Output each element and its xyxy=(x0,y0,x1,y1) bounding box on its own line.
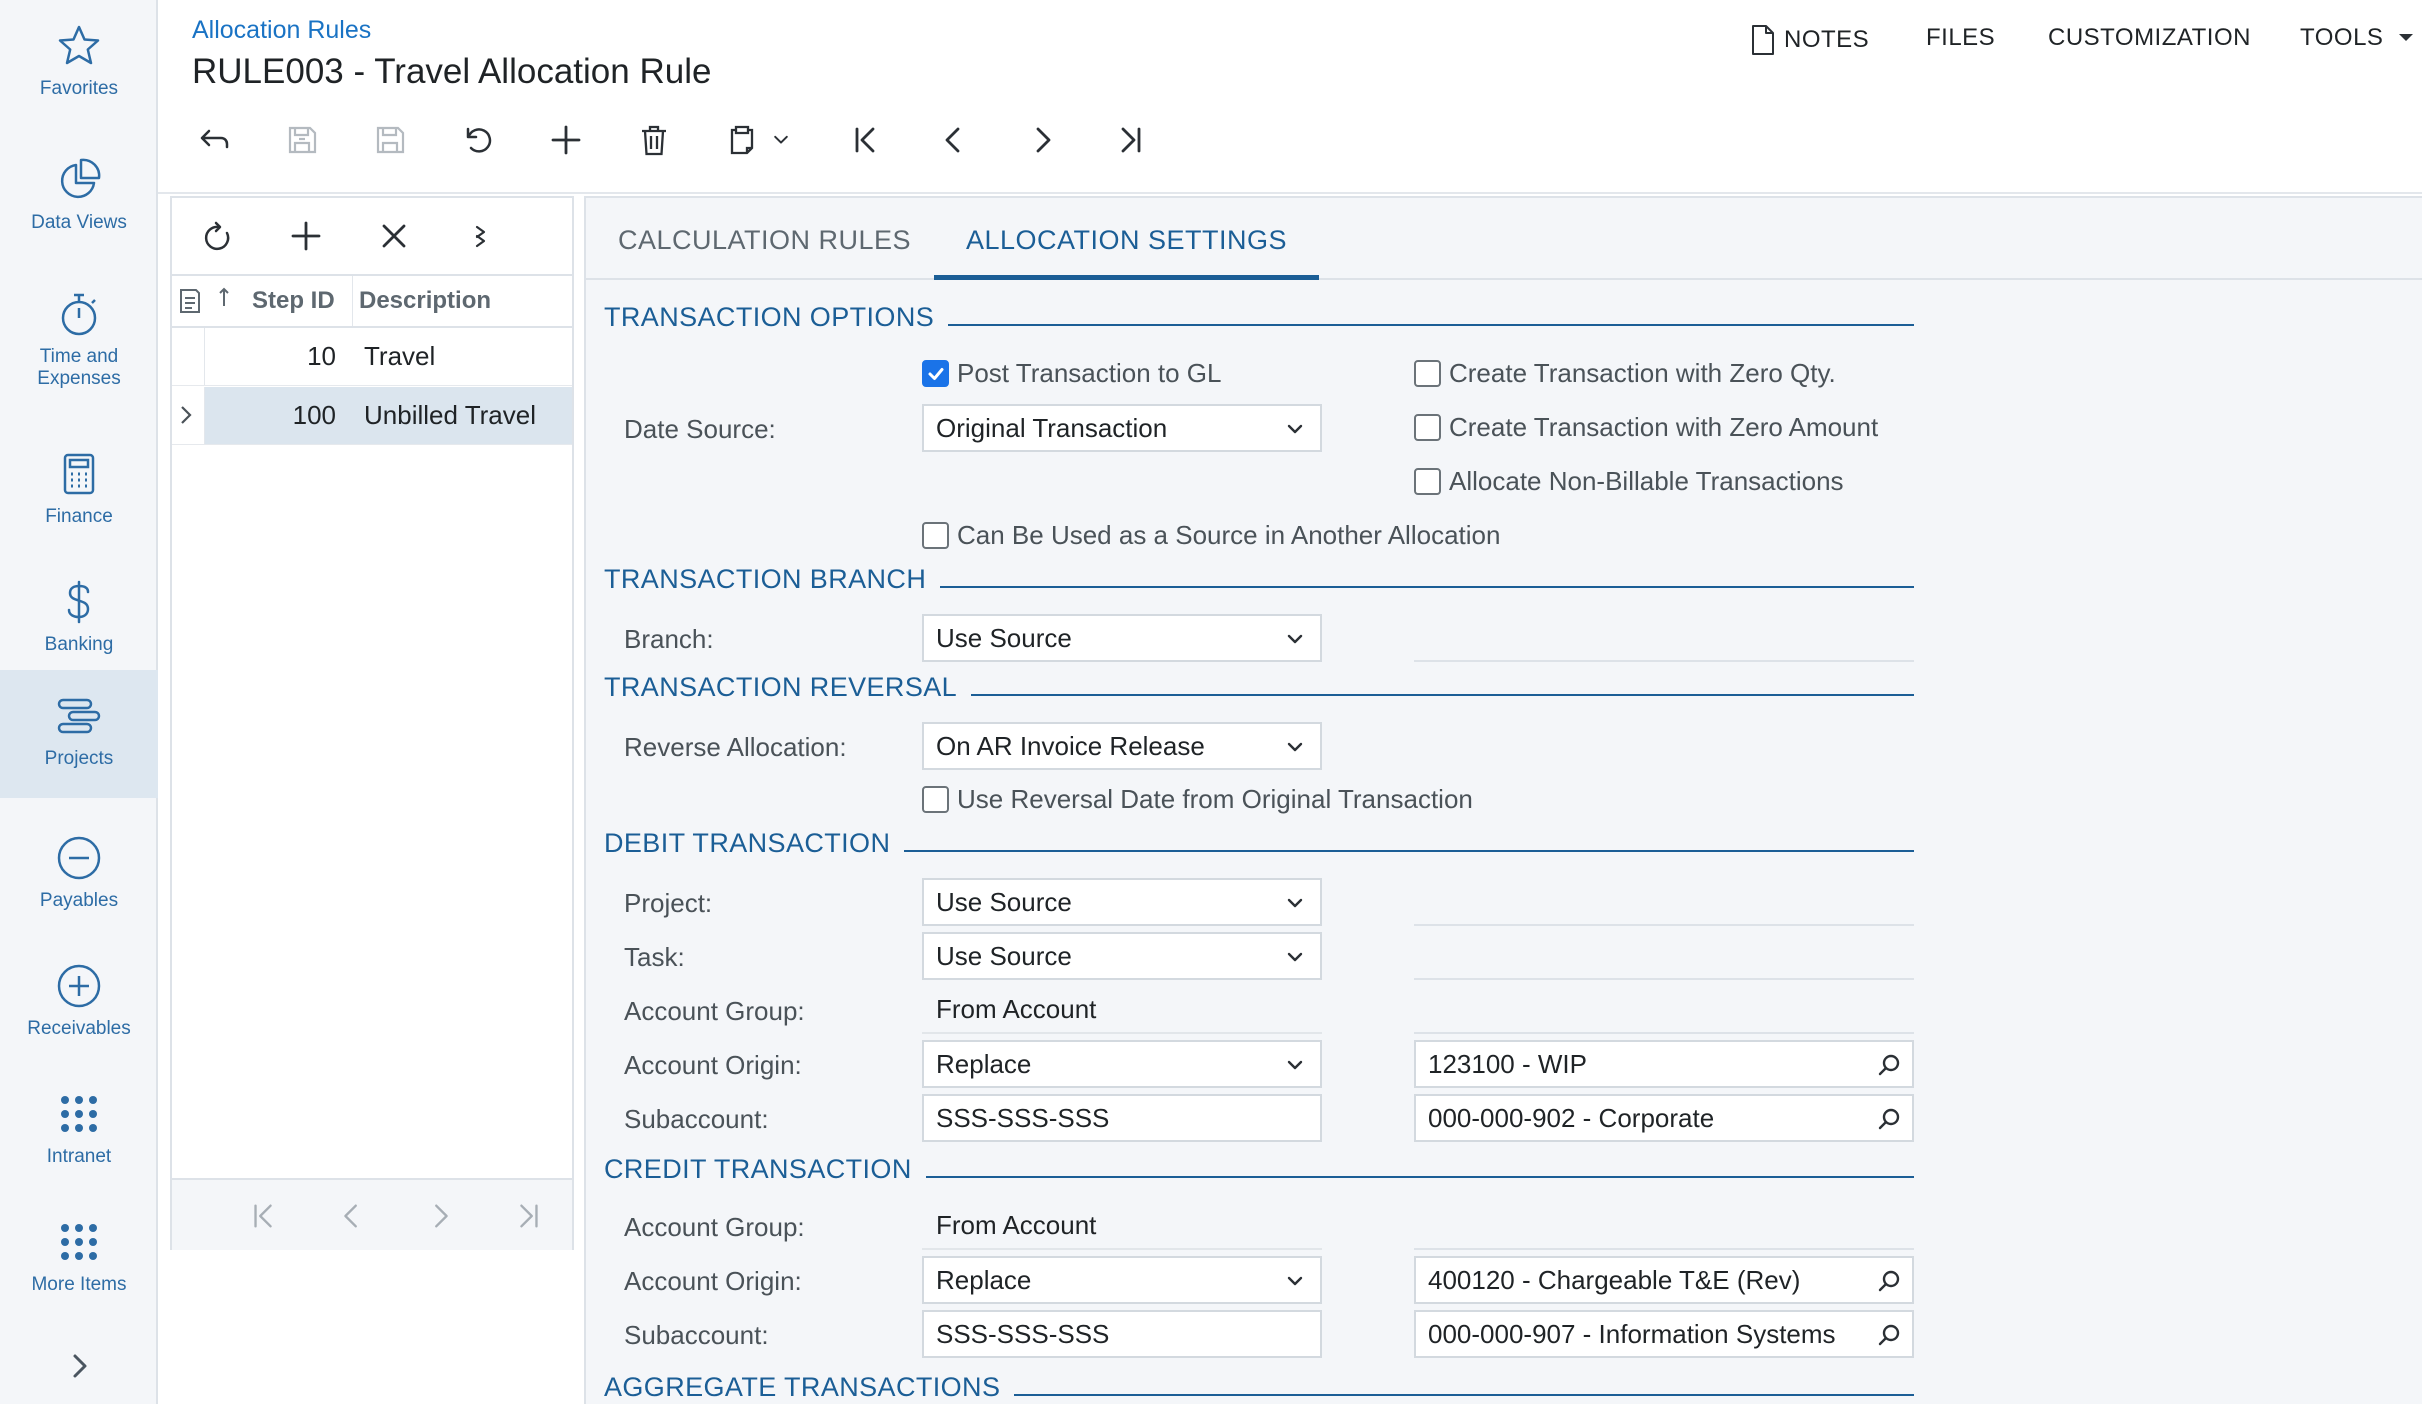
credit-subaccount-mask-input[interactable]: SSS-SSS-SSS xyxy=(922,1310,1322,1358)
lookup-value: 123100 - WIP xyxy=(1428,1049,1587,1079)
rail-label: Favorites xyxy=(39,78,119,99)
first-record-button[interactable] xyxy=(842,116,890,164)
customization-label: CUSTOMIZATION xyxy=(2048,24,2251,51)
rail-label: More Items xyxy=(31,1274,127,1295)
zero-qty-checkbox[interactable] xyxy=(1414,358,1836,389)
close-icon xyxy=(377,219,411,253)
rail-label: Intranet xyxy=(46,1146,112,1167)
credit-account-lookup[interactable] xyxy=(1414,1256,1914,1304)
cell-description: Unbilled Travel xyxy=(354,387,572,444)
date-source-label: Date Source: xyxy=(624,414,776,444)
dots-grid-icon xyxy=(55,1218,103,1266)
copy-paste-dropdown[interactable] xyxy=(766,116,796,164)
plus-icon xyxy=(549,123,583,157)
credit-subaccount-lookup[interactable] xyxy=(1414,1310,1914,1358)
debit-task-empty-field xyxy=(1414,978,1914,980)
chevron-down-icon xyxy=(1286,420,1304,438)
select-value: On AR Invoice Release xyxy=(936,731,1205,761)
rail-item-data-views[interactable] xyxy=(0,134,158,262)
chevron-down-icon xyxy=(1286,1056,1304,1074)
select-value: Replace xyxy=(936,1049,1032,1079)
section-transaction-branch: TRANSACTION BRANCH xyxy=(604,564,940,595)
page-title: RULE003 - Travel Allocation Rule xyxy=(192,52,712,91)
rail-label: Data Views xyxy=(31,212,127,233)
rail-item-projects[interactable] xyxy=(0,670,158,798)
debit-account-origin-label: Account Origin: xyxy=(624,1050,802,1080)
row-selected-chevron-icon xyxy=(178,403,194,427)
chevron-down-icon xyxy=(1286,1272,1304,1290)
chevron-left-icon xyxy=(336,1200,368,1232)
delete-button[interactable] xyxy=(630,116,678,164)
dots-grid-icon xyxy=(55,1090,103,1138)
checkbox-label: Create Transaction with Zero Qty. xyxy=(1449,358,1836,388)
add-new-button[interactable] xyxy=(542,116,590,164)
lookup-value: 400120 - Chargeable T&E (Rev) xyxy=(1428,1265,1801,1295)
column-header-description[interactable]: Description xyxy=(352,276,491,326)
save-close-button[interactable] xyxy=(278,116,326,164)
grid-previous-page-button[interactable] xyxy=(330,1194,374,1238)
rail-label: Banking xyxy=(44,634,114,655)
debit-account-group-label: Account Group: xyxy=(624,996,805,1026)
notes-column-icon xyxy=(178,288,202,314)
cell-description: Travel xyxy=(364,341,436,371)
checkbox-box xyxy=(1414,414,1441,441)
document-icon xyxy=(1750,24,1776,56)
credit-account-group-empty-field xyxy=(1414,1248,1914,1250)
pie-chart-icon xyxy=(55,156,103,204)
select-value: Use Source xyxy=(936,941,1072,971)
chevron-down-icon xyxy=(770,129,792,151)
left-nav-rail xyxy=(0,0,158,1404)
notes-label: NOTES xyxy=(1784,26,1870,53)
cell-step-id: 100 xyxy=(204,387,354,444)
rail-item-finance[interactable] xyxy=(0,428,158,556)
search-icon[interactable] xyxy=(1876,1052,1902,1078)
chevron-right-icon xyxy=(424,1200,456,1232)
double-chevron-icon xyxy=(465,219,499,253)
rail-label: Time and Expenses xyxy=(37,346,121,389)
search-icon[interactable] xyxy=(1876,1322,1902,1348)
header-divider xyxy=(158,192,2422,194)
rail-item-time-and-expenses[interactable] xyxy=(0,268,158,396)
cancel-button[interactable] xyxy=(454,116,502,164)
search-icon[interactable] xyxy=(1876,1106,1902,1132)
lookup-value: 000-000-907 - Information Systems xyxy=(1428,1319,1836,1349)
checkbox-label: Use Reversal Date from Original Transaction xyxy=(957,784,1473,814)
first-icon xyxy=(849,123,883,157)
trash-icon xyxy=(637,123,671,157)
save-button[interactable] xyxy=(366,116,414,164)
debit-account-lookup[interactable] xyxy=(1414,1040,1914,1088)
star-icon xyxy=(55,22,103,70)
clipboard-icon xyxy=(725,123,759,157)
blank-area xyxy=(158,1252,584,1404)
chevron-down-icon xyxy=(1286,948,1304,966)
debit-subaccount-label: Subaccount: xyxy=(624,1104,769,1134)
credit-account-group-value: From Account xyxy=(922,1202,1322,1250)
previous-record-button[interactable] xyxy=(930,116,978,164)
debit-account-group-value: From Account xyxy=(922,986,1322,1034)
back-button[interactable] xyxy=(190,116,238,164)
debit-task-label: Task: xyxy=(624,942,685,972)
grid-toolbar xyxy=(172,198,572,276)
debit-task-select[interactable] xyxy=(922,932,1322,980)
grid-first-page-button[interactable] xyxy=(242,1194,286,1238)
notes-button[interactable] xyxy=(1750,24,1869,56)
checkbox-box xyxy=(1414,360,1441,387)
debit-project-label: Project: xyxy=(624,888,713,918)
tab-allocation-settings[interactable]: ALLOCATION SETTINGS xyxy=(934,198,1319,280)
check-icon xyxy=(926,364,946,384)
select-value: Use Source xyxy=(936,623,1072,653)
checkbox-label: Can Be Used as a Source in Another Allocation xyxy=(957,520,1501,550)
reverse-allocation-select[interactable] xyxy=(922,722,1322,770)
checkbox-label: Allocate Non-Billable Transactions xyxy=(1449,466,1844,496)
zero-amount-checkbox[interactable] xyxy=(1414,412,1878,443)
tab-calculation-rules[interactable]: CALCULATION RULES xyxy=(618,225,912,255)
plus-icon xyxy=(289,219,323,253)
save-icon xyxy=(373,123,407,157)
section-transaction-options: TRANSACTION OPTIONS xyxy=(604,302,948,333)
steps-grid xyxy=(170,196,574,1250)
last-icon xyxy=(512,1200,544,1232)
chevron-down-icon xyxy=(1286,738,1304,756)
tools-label: TOOLS xyxy=(2300,24,2384,51)
checkbox-label: Post Transaction to GL xyxy=(957,358,1222,388)
checkbox-box xyxy=(922,786,949,813)
chevron-right-icon[interactable] xyxy=(62,1348,98,1384)
debit-subaccount-mask-input[interactable]: SSS-SSS-SSS xyxy=(922,1094,1322,1142)
minus-circle-icon xyxy=(55,834,103,882)
cell-step-id: 10 xyxy=(204,328,354,385)
table-row[interactable] xyxy=(172,328,572,386)
plus-circle-icon xyxy=(55,962,103,1010)
checkbox-box xyxy=(1414,468,1441,495)
stopwatch-icon xyxy=(55,290,103,338)
grid-header xyxy=(172,276,572,328)
tab-bar xyxy=(586,198,2422,280)
grid-pager xyxy=(172,1178,572,1250)
save-close-icon xyxy=(285,123,319,157)
rail-item-intranet[interactable] xyxy=(0,1068,158,1196)
copy-paste-button[interactable] xyxy=(718,116,766,164)
debit-account-origin-select[interactable] xyxy=(922,1040,1322,1088)
select-value: Replace xyxy=(936,1265,1032,1295)
caret-down-icon xyxy=(2397,32,2415,44)
section-aggregate-transactions: AGGREGATE TRANSACTIONS xyxy=(604,1372,1014,1403)
rail-item-payables[interactable] xyxy=(0,812,158,940)
date-source-select[interactable] xyxy=(922,404,1322,452)
last-icon xyxy=(1113,123,1147,157)
first-icon xyxy=(248,1200,280,1232)
credit-account-origin-select[interactable] xyxy=(922,1256,1322,1304)
rail-label: Payables xyxy=(39,890,119,911)
post-to-gl-checkbox[interactable] xyxy=(922,358,1221,389)
section-credit-transaction: CREDIT TRANSACTION xyxy=(604,1154,926,1185)
chevron-left-icon xyxy=(937,123,971,157)
undo-arrow-icon xyxy=(197,123,231,157)
grid-last-page-button[interactable] xyxy=(506,1194,550,1238)
last-record-button[interactable] xyxy=(1106,116,1154,164)
reverse-allocation-label: Reverse Allocation: xyxy=(624,732,847,762)
chevron-down-icon xyxy=(1286,894,1304,912)
rail-item-more-items[interactable] xyxy=(0,1196,158,1324)
rail-label: Receivables xyxy=(27,1018,131,1039)
refresh-ccw-icon xyxy=(461,123,495,157)
select-value: Original Transaction xyxy=(936,413,1168,443)
rail-item-banking[interactable] xyxy=(0,556,158,684)
grid-next-page-button[interactable] xyxy=(418,1194,462,1238)
next-record-button[interactable] xyxy=(1018,116,1066,164)
grid-add-row-button[interactable] xyxy=(284,214,328,258)
source-in-another-checkbox[interactable] xyxy=(922,520,1500,551)
credit-account-origin-label: Account Origin: xyxy=(624,1266,802,1296)
chevron-right-icon xyxy=(1025,123,1059,157)
debit-account-group-empty-field xyxy=(1414,1032,1914,1034)
allocation-form xyxy=(584,196,2422,1404)
chevron-down-icon xyxy=(1286,630,1304,648)
projects-icon xyxy=(55,692,103,740)
table-row[interactable] xyxy=(172,387,572,445)
rail-label: Projects xyxy=(44,748,114,769)
lookup-value: 000-000-902 - Corporate xyxy=(1428,1103,1715,1133)
search-icon[interactable] xyxy=(1876,1268,1902,1294)
checkbox-box xyxy=(922,522,949,549)
calculator-icon xyxy=(55,450,103,498)
refresh-icon xyxy=(201,219,235,253)
files-button[interactable] xyxy=(1926,24,1995,52)
sort-arrow-up-icon[interactable] xyxy=(218,286,230,308)
grid-refresh-button[interactable] xyxy=(196,214,240,258)
rail-label: Finance xyxy=(45,506,113,527)
dollar-icon xyxy=(55,578,103,626)
non-billable-checkbox[interactable] xyxy=(1414,466,1844,497)
section-transaction-reversal: TRANSACTION REVERSAL xyxy=(604,672,971,703)
rail-item-receivables[interactable] xyxy=(0,940,158,1068)
tools-menu[interactable] xyxy=(2300,24,2415,52)
grid-delete-row-button[interactable] xyxy=(372,214,416,258)
credit-account-group-label: Account Group: xyxy=(624,1212,805,1242)
checkbox-label: Create Transaction with Zero Amount xyxy=(1449,412,1879,442)
column-header-step-id[interactable]: Step ID xyxy=(252,287,335,314)
rail-item-favorites[interactable] xyxy=(0,0,158,128)
debit-subaccount-lookup[interactable] xyxy=(1414,1094,1914,1142)
files-label: FILES xyxy=(1926,24,1996,51)
debit-project-select[interactable] xyxy=(922,878,1322,926)
credit-subaccount-label: Subaccount: xyxy=(624,1320,769,1350)
checkbox-box xyxy=(922,360,949,387)
reversal-date-checkbox[interactable] xyxy=(922,784,1473,815)
debit-project-empty-field xyxy=(1414,924,1914,926)
grid-fit-columns-button[interactable] xyxy=(460,214,504,258)
branch-label: Branch: xyxy=(624,624,714,654)
select-value: Use Source xyxy=(936,887,1072,917)
branch-empty-field xyxy=(1414,660,1914,662)
section-debit-transaction: DEBIT TRANSACTION xyxy=(604,828,904,859)
branch-select[interactable] xyxy=(922,614,1322,662)
breadcrumb[interactable]: Allocation Rules xyxy=(192,16,372,44)
customization-button[interactable] xyxy=(2048,24,2251,52)
